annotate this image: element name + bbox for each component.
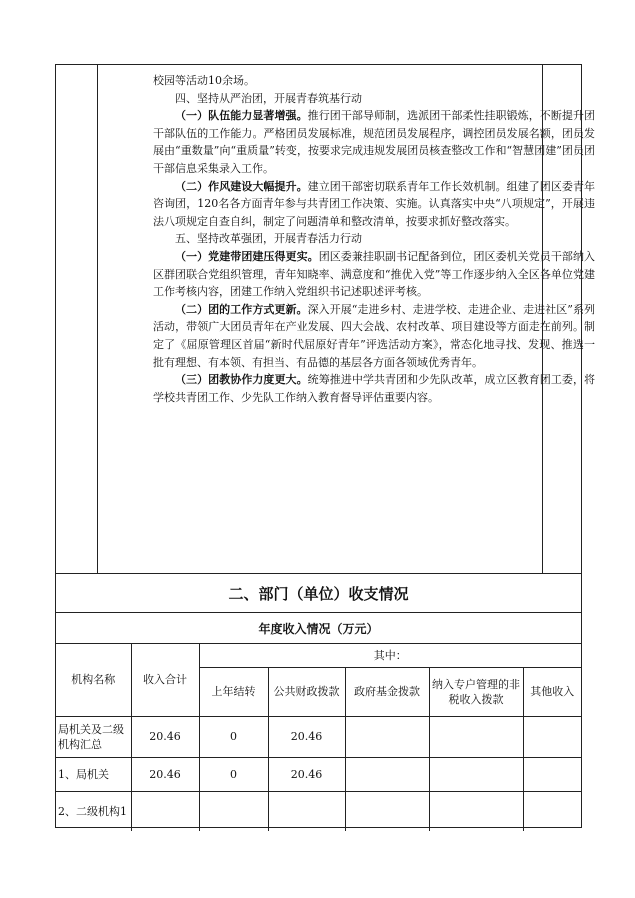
table-row xyxy=(56,757,581,791)
cell-prior-carryover: 0 xyxy=(199,716,268,757)
cell-public-finance xyxy=(268,791,345,831)
table-title: 年度收入情况（万元） xyxy=(56,613,581,644)
heading-5: 五、坚持改革强团，开展青春活力行动 xyxy=(175,232,362,246)
table-row xyxy=(56,791,581,831)
paragraph-lead: （一）党建带团建压得更实。 xyxy=(175,249,319,263)
header-among: 其中： xyxy=(199,644,581,667)
table-row xyxy=(56,716,581,757)
document-frame xyxy=(55,64,596,828)
cell-prior-carryover: 0 xyxy=(199,757,268,791)
paragraph xyxy=(153,107,595,177)
paragraph xyxy=(153,371,595,406)
cell-gov-fund xyxy=(345,791,429,831)
body-text xyxy=(153,72,595,406)
paragraph-text: 统筹推进中学共青团和少先队改革，成立区教育团工委，将学校共青团工作、少先队工作纳入教育督导评估重要内容。 xyxy=(153,373,596,404)
cell-name: 2、二级机构1 xyxy=(56,791,131,831)
cell-name: 1、局机关 xyxy=(56,757,131,791)
header-total: 收入合计 xyxy=(131,644,199,716)
cell-other-income xyxy=(523,791,581,831)
cell-gov-fund xyxy=(345,757,429,791)
cell-total xyxy=(131,791,199,831)
paragraph-lead: （二）作风建设大幅提升。 xyxy=(175,179,308,193)
header-prior-carryover: 上年结转 xyxy=(199,667,268,716)
paragraph xyxy=(153,178,595,231)
paragraph-text: 推行团干部导师制，选派团干部柔性挂职锻炼，不断提升团干部队伍的工作能力。严格团员发展标准，规范团员发展程序，调控团员发展名额，团员发展由“重数量”向“重质量”转变，按要求完成违规发展团员核查整改工作和“智慧团建”团员团干部信息采集录入工作。 xyxy=(153,109,596,175)
cell-prior-carryover xyxy=(199,791,268,831)
cell-other-income xyxy=(523,757,581,791)
cell-special-account xyxy=(429,791,523,831)
paragraph: 校园等活动10余场。 xyxy=(153,74,255,87)
header-gov-fund: 政府基金拨款 xyxy=(345,667,429,716)
cell-special-account xyxy=(429,757,523,791)
paragraph-lead: （三）团教协作力度更大。 xyxy=(175,373,308,387)
heading-4: 四、坚持从严治团，开展青春筑基行动 xyxy=(175,91,362,105)
header-special-account: 纳入专户管理的非税收入拨款 xyxy=(429,667,523,716)
cell-other-income xyxy=(523,716,581,757)
header-public-finance: 公共财政拨款 xyxy=(268,667,345,716)
section-title: 二、部门（单位）收支情况 xyxy=(56,573,581,613)
income-table xyxy=(56,644,581,831)
header-org: 机构名称 xyxy=(56,644,131,716)
left-column-divider xyxy=(97,65,98,573)
header-other-income: 其他收入 xyxy=(523,667,581,716)
paragraph xyxy=(153,301,595,371)
cell-public-finance: 20.46 xyxy=(268,757,345,791)
cell-public-finance: 20.46 xyxy=(268,716,345,757)
cell-name: 局机关及二级机构汇总 xyxy=(56,716,131,757)
cell-total: 20.46 xyxy=(131,757,199,791)
paragraph-text: 深入开展“走进乡村、走进学校、走进企业、走进社区”系列活动，带领广大团员青年在产业发展、四大会战、农村改革、项目建设等方面走在前列。制定了《屈原管理区首届“新时代屈原好青年”评选活动方案》，常态化地寻找、发现、推选一批有理想、有本领、有担当、有品德的基层各方面各领域优秀青年。 xyxy=(153,302,596,369)
cell-total: 20.46 xyxy=(131,716,199,757)
cell-gov-fund xyxy=(345,716,429,757)
cell-special-account xyxy=(429,716,523,757)
paragraph-text: 建立团干部密切联系青年工作长效机制。组建了团区委青年咨询团，120名各方面青年参与共青团工作决策、实施。认真落实中央“八项规定”，开展违法八项规定自查自纠，制定了问题清单和整改清单，按要求抓好整改落实。 xyxy=(153,179,596,228)
paragraph-lead: （二）团的工作方式更新。 xyxy=(175,302,308,316)
paragraph-text: 团区委兼挂职副书记配备到位，团区委机关党员干部纳入区群团联合党组织管理，青年知晓率、满意度和“推优入党”等工作逐步纳入全区各单位党建工作考核内容，团建工作纳入党组织书记述职述评考核。 xyxy=(153,249,595,299)
paragraph-lead: （一）队伍能力显著增强。 xyxy=(175,109,308,123)
paragraph xyxy=(153,248,595,301)
